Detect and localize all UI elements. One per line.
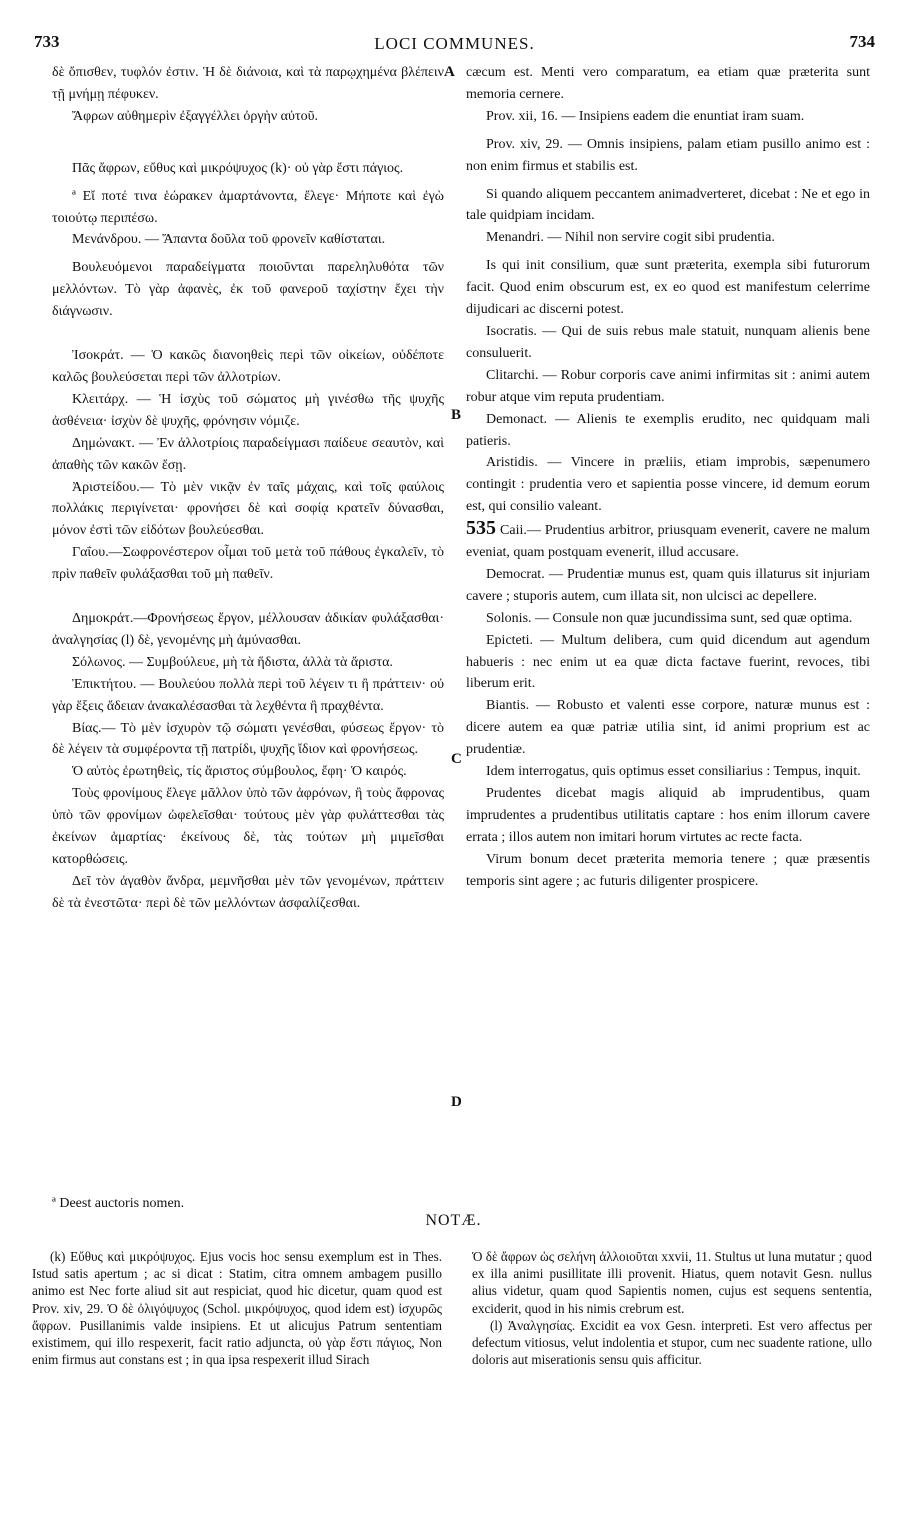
latin-paragraph: Isocratis. — Qui de suis rebus male statuit, nunquam alienis bene consuluerit.	[466, 323, 870, 361]
greek-paragraph: Πᾶς ἄφρων, εὔθυς καὶ μικρόψυχος (k)· οὐ γὰρ ἔστι πάγιος.	[72, 160, 404, 176]
margin-marker-a: A	[444, 64, 455, 80]
latin-paragraph: Prov. xiv, 29. — Omnis insipiens, palam etiam pusillo animo est : non enim firmus et stabilis est.	[466, 136, 870, 174]
latin-paragraph: Caii.— Prudentius arbitror, priusquam evenerit, cavere ne malum eveniat, quam postquam evenerit, illud accusare.	[466, 523, 870, 561]
greek-paragraph: Ἄφρων αὐθημερὶν ἐξαγγέλλει ὀργὴν αὐτοῦ.	[72, 108, 319, 124]
notes-left-column	[32, 1248, 442, 1368]
greek-paragraph: Ἀριστείδου.— Τὸ μὲν νικᾷν ἐν ταῖς μάχαις, καὶ τοῖς φαύλοις πολλάκις περιγίνεται· φρονήσει δὲ καὶ σοφίᾳ κρατεῖν δύνασθαι, μόνον ἐστὶ τῶν εἰδότων βουλεύεσθαι.	[52, 479, 444, 539]
greek-paragraph: Ἰσοκράτ. — Ὁ κακῶς διανοηθεὶς περὶ τῶν οἰκείων, οὐδέποτε καλῶς βουλεύσεται περὶ τῶν ἀλλοτρίων.	[52, 348, 444, 385]
latin-paragraph: Clitarchi. — Robur corporis cave animi infirmitas sit : animi autem robur atque vim reputa prudentiam.	[466, 367, 870, 405]
latin-paragraph: Idem interrogatus, quis optimus esset consiliarius : Tempus, inquit.	[486, 764, 861, 780]
latin-paragraph: Biantis. — Robusto et valenti esse corpore, naturæ munus est : dicere autem ea quæ patriæ utilia sint, id animi proprium est ac prudentiæ.	[466, 698, 870, 758]
note-k-continued: Ὁ δὲ ἄφρων ὡς σελήνη ἀλλοιοῦται xxvii, 11. Stultus ut luna mutatur ; quod ex illa animi pusillitate illi provenit. Hiatus, quem notavit Gesn. nullus alius videtur, quam quod Sapientis nomen, cujus est sequens sententia, exciderit, quod in his nimis crebrum est.	[472, 1249, 872, 1316]
latin-paragraph: Is qui init consilium, quæ sunt præterita, exempla sibi futurorum facit. Quod enim obscurum est, ex eo quod est manifestum celerrime dijudicari ac discerni potest.	[466, 258, 870, 318]
latin-paragraph: Solonis. — Consule non quæ jucundissima sunt, sed quæ optima.	[486, 610, 853, 626]
footnote: ª Deest auctoris nomen.	[52, 1196, 185, 1211]
greek-column	[52, 62, 444, 915]
notes-right-column	[472, 1248, 872, 1368]
running-header	[34, 26, 875, 56]
page-number-left: 733	[34, 32, 60, 51]
greek-paragraph: Δημοκράτ.—Φρονήσεως ἔργον, μέλλουσαν ἀδικίαν φυλάξασθαι· ἀναλγησίας (l) δὲ, γενομένης μὴ ἀμύνασθαι.	[52, 611, 444, 648]
greek-paragraph: Γαΐου.—Σωφρονέστερον οἶμαι τοῦ μετὰ τοῦ πάθους ἐγκαλεῖν, τὸ πρὶν παθεῖν φυλάξασθαι τοῦ μὴ παθεῖν.	[52, 545, 444, 583]
latin-paragraph-with-col-number	[466, 518, 870, 564]
column-page-number: 535	[466, 517, 496, 540]
latin-paragraph: Si quando aliquem peccantem animadverteret, dicebat : Ne et ego in tale quidpiam incidam.	[466, 186, 870, 224]
notes-heading: NOTÆ.	[425, 1212, 482, 1229]
running-title: LOCI COMMUNES.	[374, 34, 535, 53]
latin-paragraph: Virum bonum decet præterita memoria tenere ; quæ præsentis temporis sint agere ; ac futuris diligenter prospicere.	[466, 851, 870, 889]
latin-column	[466, 62, 870, 893]
greek-paragraph: Μενάνδρου. — Ἅπαντα δοῦλα τοῦ φρονεῖν καθίσταται.	[72, 232, 386, 248]
greek-paragraph: Βίας.— Τὸ μὲν ἰσχυρὸν τῷ σώματι γενέσθαι, φύσεως ἔργον· τὸ δὲ λέγειν τὰ συμφέροντα τῇ πατρίδι, ψυχῆς ἴδιον καὶ φρονήσεως.	[52, 720, 444, 758]
latin-paragraph: Demonact. — Alienis te exemplis erudito, nec quidquam mali patieris.	[466, 411, 870, 449]
latin-paragraph: cæcum est. Menti vero comparatum, ea etiam quæ præterita sunt memoria cernere.	[466, 65, 870, 102]
greek-paragraph: Κλειτάρχ. — Ἡ ἰσχὺς τοῦ σώματος μὴ γινέσθω τῆς ψυχῆς ἀσθένεια· ἰσχὺν δὲ ψυχῆς, φρόνησιν νόμιζε.	[52, 391, 444, 429]
note-l: (l) Ἀναλγησίας. Excidit ea vox Gesn. interpreti. Est vero affectus per defectum vitiosus, velut indolentia et stupor, cum nec suadente ratione, ullo doloris aut miserationis sensu quis afficitur.	[472, 1317, 872, 1368]
page-number-right: 734	[849, 32, 875, 51]
greek-paragraph: Δεῖ τὸν ἀγαθὸν ἄνδρα, μεμνῆσθαι μὲν τῶν γενομένων, πράττειν δὲ τὰ ἐνεστῶτα· περὶ δὲ τῶν μελλόντων ἀσφαλίζεσθαι.	[52, 873, 444, 911]
latin-paragraph: Prov. xii, 16. — Insipiens eadem die enuntiat iram suam.	[486, 108, 805, 124]
greek-paragraph: Δημώνακτ. — Ἐν ἀλλοτρίοις παραδείγμασι παίδευε σεαυτὸν, καὶ ἀπαθὴς τῶν κακῶν ἔσῃ.	[52, 435, 444, 473]
greek-paragraph: Τοὺς φρονίμους ἔλεγε μᾶλλον ὑπὸ τῶν ἀφρόνων, ἢ τοὺς ἄφρονας ὑπὸ τῶν φρονίμων ὠφελεῖσθαι· τούτους μὲν γὰρ φυλάττεσθαι τὰς ἐκείνων ἁμαρτίας· ἐκείνους δὲ, τὰς τούτων μὴ μιμεῖσθαι κατορθώσεις.	[52, 786, 444, 867]
greek-paragraph: Σόλωνος. — Συμβούλευε, μὴ τὰ ἥδιστα, ἀλλὰ τὰ ἄριστα.	[72, 654, 393, 670]
greek-paragraph: ª Εἴ ποτέ τινα ἑώρακεν ἁμαρτάνοντα, ἔλεγε· Μήποτε καὶ ἐγὼ τοιούτῳ περιπέσω.	[52, 188, 444, 226]
latin-paragraph: Democrat. — Prudentiæ munus est, quam quis illaturus sit injuriam cavere ; stuporis autem, cum illata sit, non ulcisci ac depellere.	[466, 566, 870, 604]
greek-paragraph: δὲ ὄπισθεν, τυφλόν ἐστιν. Ἡ δὲ διάνοια, καὶ τὰ παρῳχημένα βλέπειν τῇ μνήμῃ πέφυκεν.	[52, 65, 444, 102]
latin-paragraph: Menandri. — Nihil non servire cogit sibi prudentia.	[486, 230, 775, 246]
latin-paragraph: Aristidis. — Vincere in præliis, etiam improbis, sæpenumero contingit : prudentia vero et sapientia posse vincere, id demum eorum est, qui consilio valeant.	[466, 455, 870, 515]
latin-paragraph: Epicteti. — Multum delibera, cum quid dicendum aut agendum habueris : nec enim ut ea quæ dicta factave fuerint, revoces, tibi liberum erit.	[466, 632, 870, 692]
note-k: (k) Εὔθυς καὶ μικρόψυχος. Ejus vocis hoc sensu exemplum est in Thes. Istud satis apertum ; ac si dicat : Statim, citra omnem ambagem pusillo animo est Nec forte aliud sit aut respiciat, quod hic dicetur, quam quod est Prov. xiv, 29. Ὁ δὲ ὀλιγόψυχος (Schol. μικρόψυχος, quod idem est) ἰσχυρῶς ἄφρων. Pusillanimis valde insipiens. Et ut alicujus Patrum sententiam existimem, qui illo respexerit, facit ratio adjuncta, οὐ γὰρ ἔστι πάγιος, Non enim firmus aut constans est ; in qua ipsa respexerit illud Sirach	[32, 1249, 442, 1368]
latin-paragraph: Prudentes dicebat magis aliquid ab imprudentibus, quam imprudentes a prudentibus utilitatis captare : hos enim illorum cavere errata ; illos autem non imitari horum virtutes ac recte facta.	[466, 786, 870, 845]
margin-marker-b: B	[451, 407, 462, 423]
greek-paragraph: Ἐπικτήτου. — Βουλεύου πολλὰ περὶ τοῦ λέγειν τι ἢ πράττειν· οὐ γὰρ ἕξεις ἄδειαν ἀνακαλέσασθαι τὰ λεχθέντα ἢ πραχθέντα.	[52, 676, 444, 714]
margin-marker-d: D	[451, 1094, 462, 1110]
greek-paragraph: Βουλευόμενοι παραδείγματα ποιοῦνται παρεληλυθότα τῶν μελλόντων. Τὸ γὰρ ἀφανὲς, ἐκ τοῦ φανεροῦ ταχίστην ἔχει τὴν διάγνωσιν.	[52, 260, 444, 320]
margin-marker-c: C	[451, 751, 462, 767]
greek-paragraph: Ὁ αὐτὸς ἐρωτηθεὶς, τίς ἄριστος σύμβουλος, ἔφη· Ὁ καιρός.	[72, 764, 407, 780]
